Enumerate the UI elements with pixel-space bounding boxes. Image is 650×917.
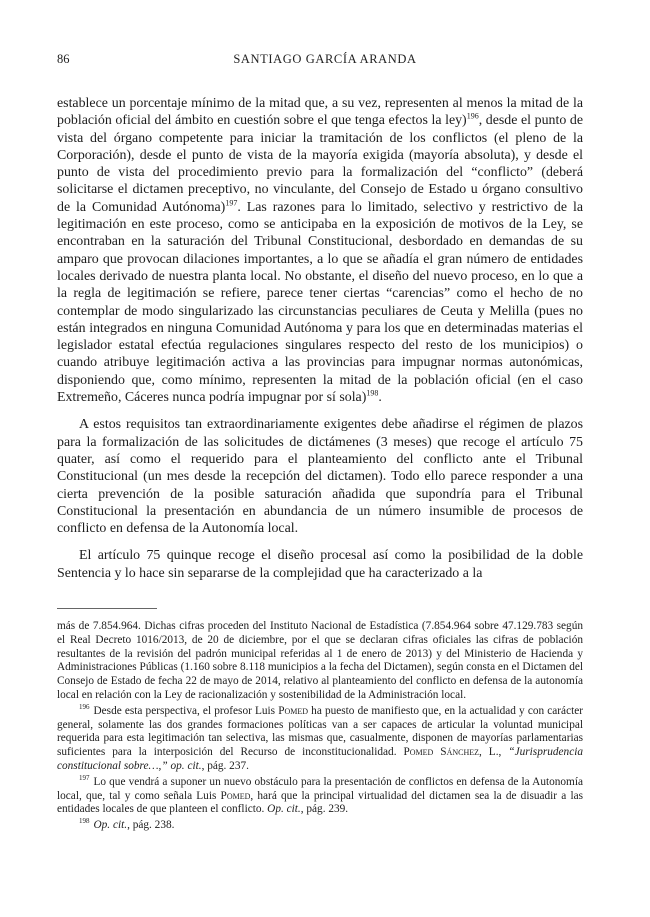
footnote-196-text-b: ha puesto de manifiesto que, en la actualidad y con carácter general, solamente las dos grandes formaciones políticas van a ser capaces de articular la voluntad municipal requerida para esta legitimación tan selectiva, las mismas que, casualmente, disponen de mayorías parlamentarias suficientes para la interposición del Recurso de inconstitucionalidad. — [57, 704, 583, 759]
paragraph-2: A estos requisitos tan extraordinariamente exigentes debe añadirse el régimen de plazos para la formalización de las solicitudes de dictámenes (3 meses) que recoge el artículo 75 quater, así como el requerido para el planteamiento del conflicto ante el Tribunal Constitucional (un mes desde la recepción del dictamen). Todo ello parece responder a una cierta prevención de la posible saturación añadida que supondría para el Tribunal Constitucional la presentación en abundancia de un número insumible de procesos de conflicto en defensa de la Autonomía local. — [57, 417, 583, 537]
paragraph-1-part-d: . — [378, 390, 382, 406]
paragraph-1-part-c: . Las razones para lo limitado, selectivo y restrictivo de la legitimación en este proceso, como se anticipaba en la exposición de motivos de la Ley, se encontraban en la saturación del Tribunal Constitucional, desbordado en demandas de su amparo que provocan dilaciones importantes, a lo que se añadía el gran número de entidades locales derivado de nuestra planta local. No obstante, el diseño del nuevo proceso, en lo que a la regla de legitimación se refiere, parece tener ciertas “carencias” como el hecho de no contemplar de modo singularizado las circunstancias peculiares de Ceuta y Melilla (pues no están integrados en ninguna Comunidad Autónoma y para los que en determinadas materias el legislador estatal efectúa regulaciones singulares respecto del resto de los municipios) o cuando atribuye legitimación activa a las provincias para impugnar normas autonómicas, disponiendo que, como mínimo, representen la mitad de la población oficial (en el caso Extremeño, Cáceres nunca podría impugnar por sí sola) — [57, 199, 583, 406]
footnote-196-author-ref: Pomed — [278, 704, 309, 717]
paragraph-3: El artículo 75 quinque recoge el diseño procesal así como la posibilidad de la doble Sentencia y lo hace sin separarse de la complejidad que ha caracterizado a la — [57, 548, 583, 581]
footnote-198-opcit: Op. cit. — [93, 819, 128, 832]
footnotes — [57, 620, 583, 833]
paragraph-1-part-b: , desde el punto de vista del órgano competente para iniciar la tramitación de los conflictos (el pleno de la Corporación), desde el punto de vista de la mayoría exigida (mayoría absoluta), y desde el punto de vista del procedimiento previo para la formalización del “conflicto” (deberá solicitarse el dictamen preceptivo, no vinculante, del Consejo de Estado u órgano consultivo de la Comunidad Autónoma) — [57, 113, 583, 215]
footnote-196-text-c: , L., — [479, 746, 509, 759]
footnote-ref-196[interactable]: 196 — [466, 111, 479, 121]
footnote-196-text-a: Desde esta perspectiva, el profesor Luis — [93, 704, 279, 717]
footnote-number-198: 198 — [79, 817, 90, 826]
footnote-196 — [57, 705, 583, 774]
footnote-number-196: 196 — [79, 703, 90, 712]
footnote-198 — [57, 819, 583, 833]
footnote-197-opcit: Op. cit. — [267, 803, 301, 816]
footnote-197-text-c: , pág. 239. — [300, 803, 349, 816]
footnote-continued: más de 7.854.964. Dichas cifras proceden del Instituto Nacional de Estadística (7.854.964 sobre 47.129.783 según el Real Decreto 1016/2013, de 20 de diciembre, por el que se declaran cifras oficiales las cifras de población resultantes de la revisión del padrón municipal referidas al 1 de enero de 2013) y del Ministerio de Hacienda y Administraciones Públicas (1.160 sobre 8.118 municipios a la fecha del Dictamen), según consta en el Dictamen del Consejo de Estado de fecha 22 de mayo de 2014, relativo al planteamiento del conflicto en defensa de la autonomía local en relación con la Ley de racionalización y sostenibilidad de la Administración local. — [57, 620, 583, 701]
body-text — [57, 95, 583, 592]
footnote-separator — [57, 608, 157, 609]
paragraph-1 — [57, 95, 583, 406]
footnote-198-text: , pág. 238. — [127, 819, 175, 832]
paragraph-1-part-a: establece un porcentaje mínimo de la mitad que, a su vez, representen al menos la mitad de la población oficial del ámbito en cuestión sobre el que tenga efectos la ley) — [57, 96, 583, 129]
footnote-ref-197[interactable]: 197 — [225, 198, 238, 208]
footnote-196-title: “Jurisprudencia constitucional sobre…,” op. cit. — [57, 746, 583, 772]
footnote-197-author-ref: Pomed — [220, 789, 251, 802]
footnote-197 — [57, 776, 583, 817]
running-head: SANTIAGO GARCÍA ARANDA — [233, 52, 417, 66]
footnote-197-text-a: Lo que vendrá a suponer un nuevo obstáculo para la presentación de conflictos en defensa de la Autonomía local, que, tal y como señala Luis — [57, 775, 583, 802]
footnote-196-text-d: , pág. 237. — [201, 759, 249, 772]
page-number: 86 — [57, 52, 70, 66]
page-header — [57, 52, 593, 70]
footnote-196-author: Pomed Sánchez — [403, 746, 480, 759]
footnote-ref-198[interactable]: 198 — [366, 388, 379, 398]
footnote-197-text-b: , hará que la principal virtualidad del dictamen sea la de disuadir a las entidades locales de que planteen el conflicto. — [57, 789, 583, 816]
footnote-number-197: 197 — [79, 774, 90, 782]
